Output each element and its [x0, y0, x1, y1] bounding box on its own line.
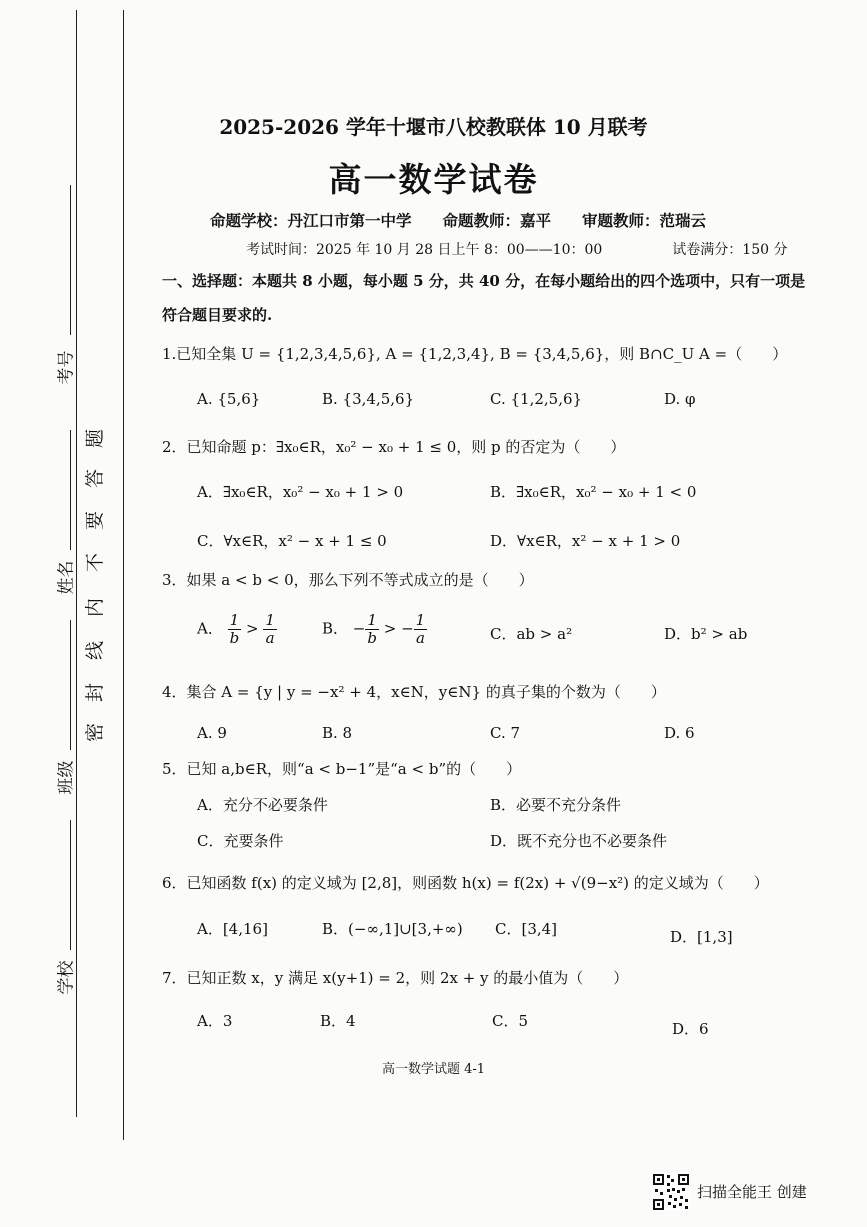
option: B．∃x₀∈R，x₀² − x₀ + 1 < 0 — [490, 483, 697, 501]
field-name: 姓名 — [56, 560, 77, 595]
option: D．∀x∈R，x² − x + 1 > 0 — [490, 532, 681, 550]
option: C．ab > a² — [490, 625, 573, 643]
option: A. 9 — [197, 724, 227, 742]
option: C．∀x∈R，x² − x + 1 ≤ 0 — [197, 532, 387, 550]
option-b: B． − $\frac{1}{b}$ > − $\frac{1}{a}$ — [322, 611, 426, 647]
option: D．[1,3] — [670, 928, 733, 946]
question-stem: 1.已知全集 U = {1,2,3,4,5,6}, A = {1,2,3,4}, B = {3,4,5,6}，则 B∩C_U A =（ ） — [162, 345, 788, 363]
fraction: $\frac{1}{b}$ — [367, 611, 377, 647]
option: C．[3,4] — [495, 920, 558, 938]
question-stem: 6．已知函数 f(x) 的定义域为 [2,8]，则函数 h(x) = f(2x) + √(9−x²) 的定义域为（ ） — [162, 874, 769, 892]
seal-char: 密 — [84, 722, 107, 743]
page-footer: 高一数学试题 4-1 — [381, 1062, 486, 1077]
staff-line: 命题学校：丹江口市第一中学 命题教师：嘉平 审题教师：范瑞云 — [210, 211, 707, 230]
option: B. {3,4,5,6} — [322, 390, 415, 408]
question-stem: 3．如果 a < b < 0，那么下列不等式成立的是（ ） — [162, 571, 534, 589]
option: B．(−∞,1]∪[3,+∞) — [322, 920, 463, 938]
option: D．既不充分也不必要条件 — [490, 832, 668, 850]
seal-char: 要 — [84, 510, 107, 531]
fraction: $\frac{1}{a}$ — [415, 611, 426, 647]
question-stem: 4．集合 A = {y | y = −x² + 4，x∈N，y∈N} 的真子集的个数为（ ） — [162, 683, 666, 701]
option: B．4 — [320, 1012, 356, 1030]
option: D. 6 — [664, 724, 695, 742]
option: A．充分不必要条件 — [197, 796, 328, 814]
field-underline — [70, 620, 71, 750]
option: C．充要条件 — [197, 832, 284, 850]
field-school: 学校 — [56, 960, 77, 995]
option-label: A． — [197, 619, 223, 638]
page-title: 高一数学试卷 — [328, 160, 539, 199]
question-stem: 5．已知 a,b∈R，则“a < b−1”是“a < b”的（ ） — [162, 760, 522, 778]
field-underline — [70, 430, 71, 550]
option: B．必要不充分条件 — [490, 796, 622, 814]
field-class: 班级 — [56, 760, 77, 795]
option: D．6 — [672, 1020, 709, 1038]
option: A. {5,6} — [197, 390, 261, 408]
seal-char: 题 — [84, 428, 107, 449]
seal-char: 答 — [84, 468, 107, 489]
option: C. {1,2,5,6} — [490, 390, 583, 408]
scanner-watermark: 扫描全能王 创建 — [697, 1183, 807, 1201]
section-heading-cont: 符合题目要求的. — [162, 306, 273, 324]
seal-char: 线 — [84, 640, 107, 661]
seal-char: 内 — [84, 597, 107, 618]
option: D．b² > ab — [664, 625, 748, 643]
qr-code-icon — [652, 1173, 690, 1211]
fraction: $\frac{1}{a}$ — [265, 611, 275, 647]
option: C．5 — [492, 1012, 529, 1030]
option: A．3 — [197, 1012, 233, 1030]
field-exam-number: 考号 — [56, 350, 77, 385]
seal-char: 不 — [84, 552, 107, 573]
question-stem: 2．已知命题 p：∃x₀∈R，x₀² − x₀ + 1 ≤ 0，则 p 的否定为（ ） — [162, 438, 626, 456]
fraction: $\frac{1}{b}$ — [229, 611, 240, 647]
option-a: A． $\frac{1}{b}$ > $\frac{1}{a}$ — [197, 611, 275, 647]
option: A．[4,16] — [197, 920, 268, 938]
section-heading: 一、选择题：本题共 8 小题，每小题 5 分，共 40 分，在每小题给出的四个选项中，只有一项是 — [162, 272, 806, 290]
question-stem: 7．已知正数 x，y 满足 x(y+1) = 2，则 2x + y 的最小值为（ ） — [162, 969, 629, 987]
option: D. φ — [664, 390, 696, 408]
option: A．∃x₀∈R，x₀² − x₀ + 1 > 0 — [197, 483, 404, 501]
option: B. 8 — [322, 724, 353, 742]
seal-char: 封 — [84, 682, 107, 703]
option: C. 7 — [490, 724, 521, 742]
field-underline — [70, 185, 71, 335]
option-label: B． — [322, 619, 349, 638]
exam-name: 2025-2026 学年十堰市八校教联体 10 月联考 — [219, 115, 648, 139]
field-underline — [70, 820, 71, 950]
exam-info: 考试时间：2025 年 10 月 28 日上午 8：00——10：00 试卷满分：150 分 — [246, 242, 788, 258]
